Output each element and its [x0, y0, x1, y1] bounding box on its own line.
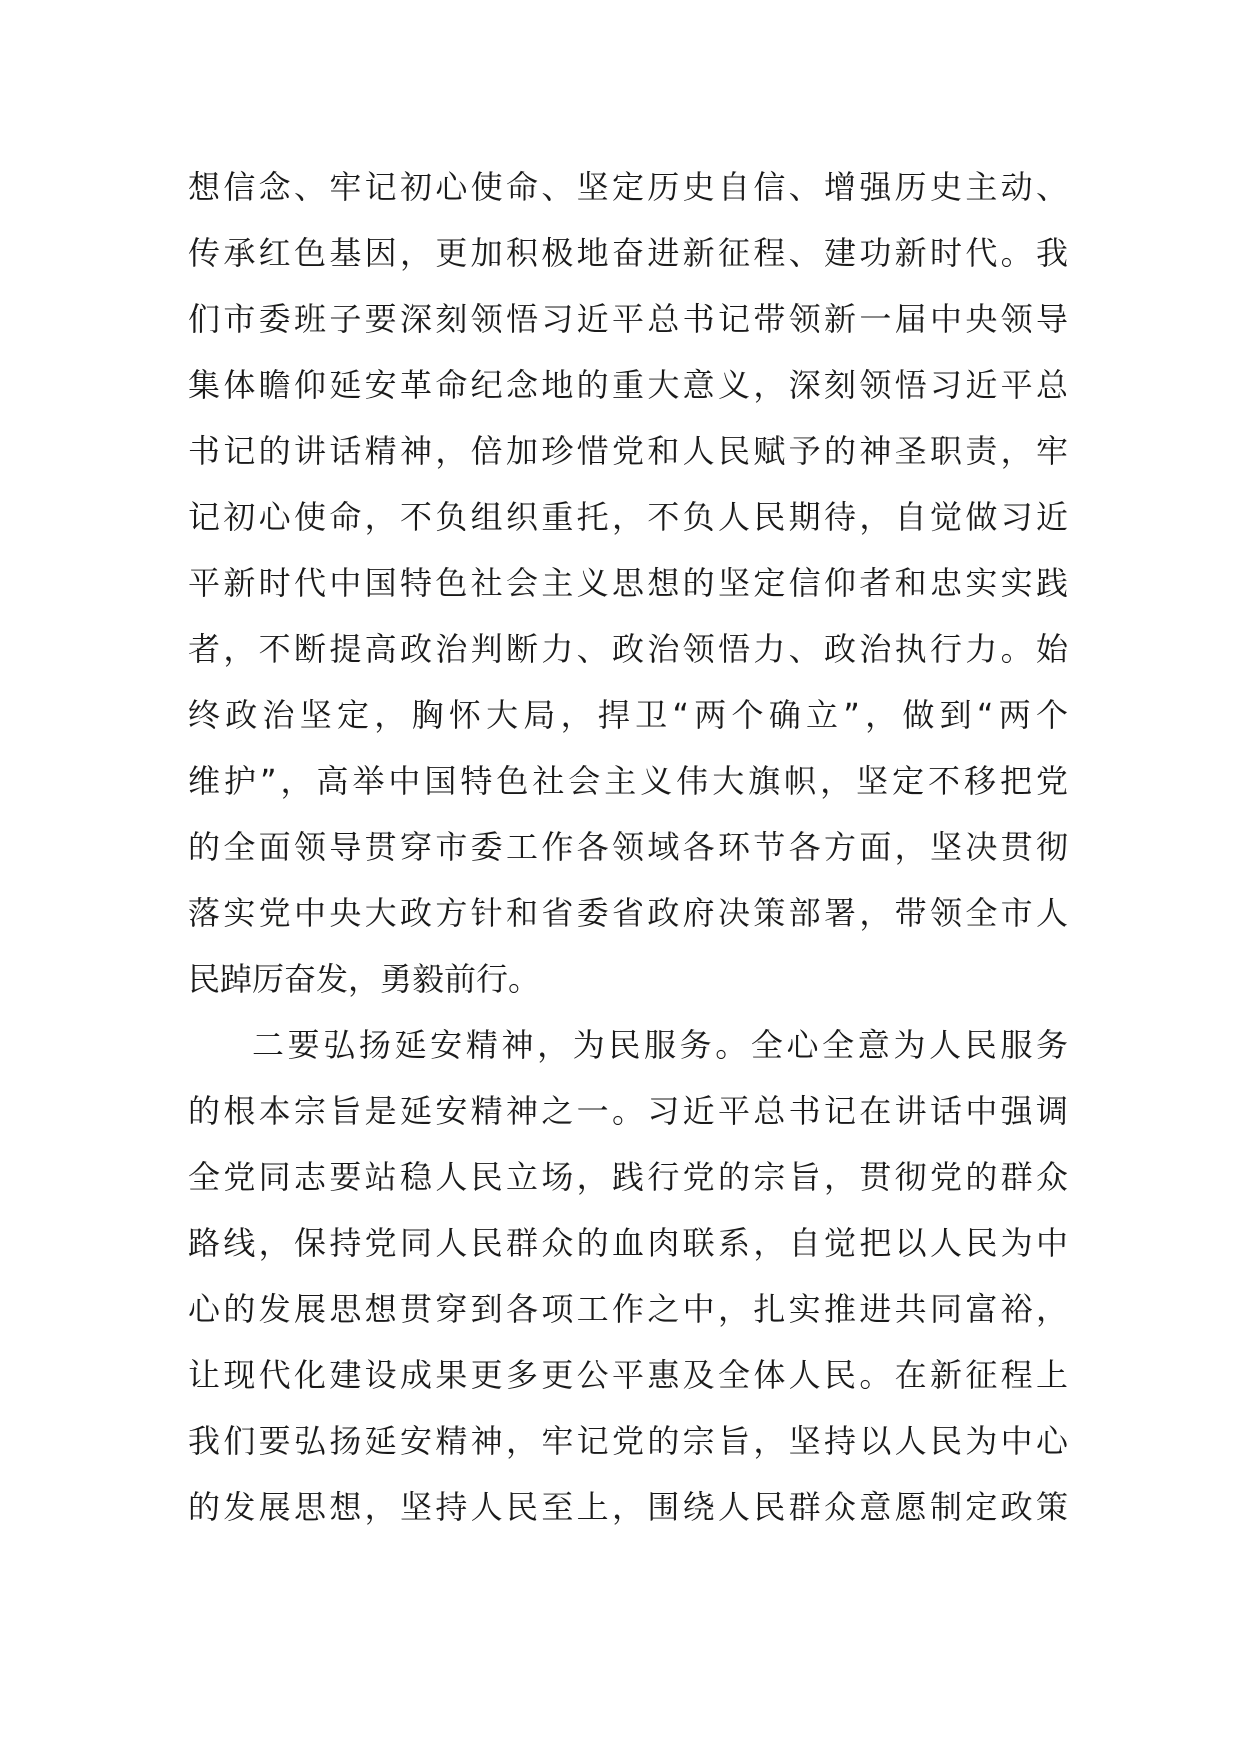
text-line: 的全面领导贯穿市委工作各领域各环节各方面，坚决贯彻: [188, 828, 1068, 866]
text-line: 们市委班子要深刻领悟习近平总书记带领新一届中央领导: [188, 300, 1068, 338]
text-line: 维护”，高举中国特色社会主义伟大旗帜，坚定不移把党: [188, 762, 1068, 800]
paragraph-1: [188, 154, 1068, 1012]
body-text: [188, 154, 1068, 1540]
paragraph-2: [188, 1012, 1068, 1540]
text-line: 者，不断提高政治判断力、政治领悟力、政治执行力。始: [188, 630, 1068, 668]
text-line: 的根本宗旨是延安精神之一。习近平总书记在讲话中强调: [188, 1092, 1068, 1130]
text-line: 传承红色基因，更加积极地奋进新征程、建功新时代。我: [188, 234, 1068, 272]
text-line: 我们要弘扬延安精神，牢记党的宗旨，坚持以人民为中心: [188, 1422, 1068, 1460]
text-line: 终政治坚定，胸怀大局，捍卫“两个确立”，做到“两个: [188, 696, 1068, 734]
text-line: 想信念、牢记初心使命、坚定历史自信、增强历史主动、: [188, 168, 1068, 206]
text-line: 心的发展思想贯穿到各项工作之中，扎实推进共同富裕，: [188, 1290, 1068, 1328]
text-line: 民踔厉奋发，勇毅前行。: [188, 960, 541, 998]
text-line: 路线，保持党同人民群众的血肉联系，自觉把以人民为中: [188, 1224, 1068, 1262]
text-line: 让现代化建设成果更多更公平惠及全体人民。在新征程上: [188, 1356, 1068, 1394]
text-line: 记初心使命，不负组织重托，不负人民期待，自觉做习近: [188, 498, 1068, 536]
text-line: 的发展思想，坚持人民至上，围绕人民群众意愿制定政策: [188, 1488, 1068, 1526]
text-line: 二要弘扬延安精神，为民服务。全心全意为人民服务: [252, 1026, 1068, 1064]
text-line: 平新时代中国特色社会主义思想的坚定信仰者和忠实实践: [188, 564, 1068, 602]
text-line: 书记的讲话精神，倍加珍惜党和人民赋予的神圣职责，牢: [188, 432, 1068, 470]
text-line: 落实党中央大政方针和省委省政府决策部署，带领全市人: [188, 894, 1068, 932]
text-line: 全党同志要站稳人民立场，践行党的宗旨，贯彻党的群众: [188, 1158, 1068, 1196]
text-line: 集体瞻仰延安革命纪念地的重大意义，深刻领悟习近平总: [188, 366, 1068, 404]
